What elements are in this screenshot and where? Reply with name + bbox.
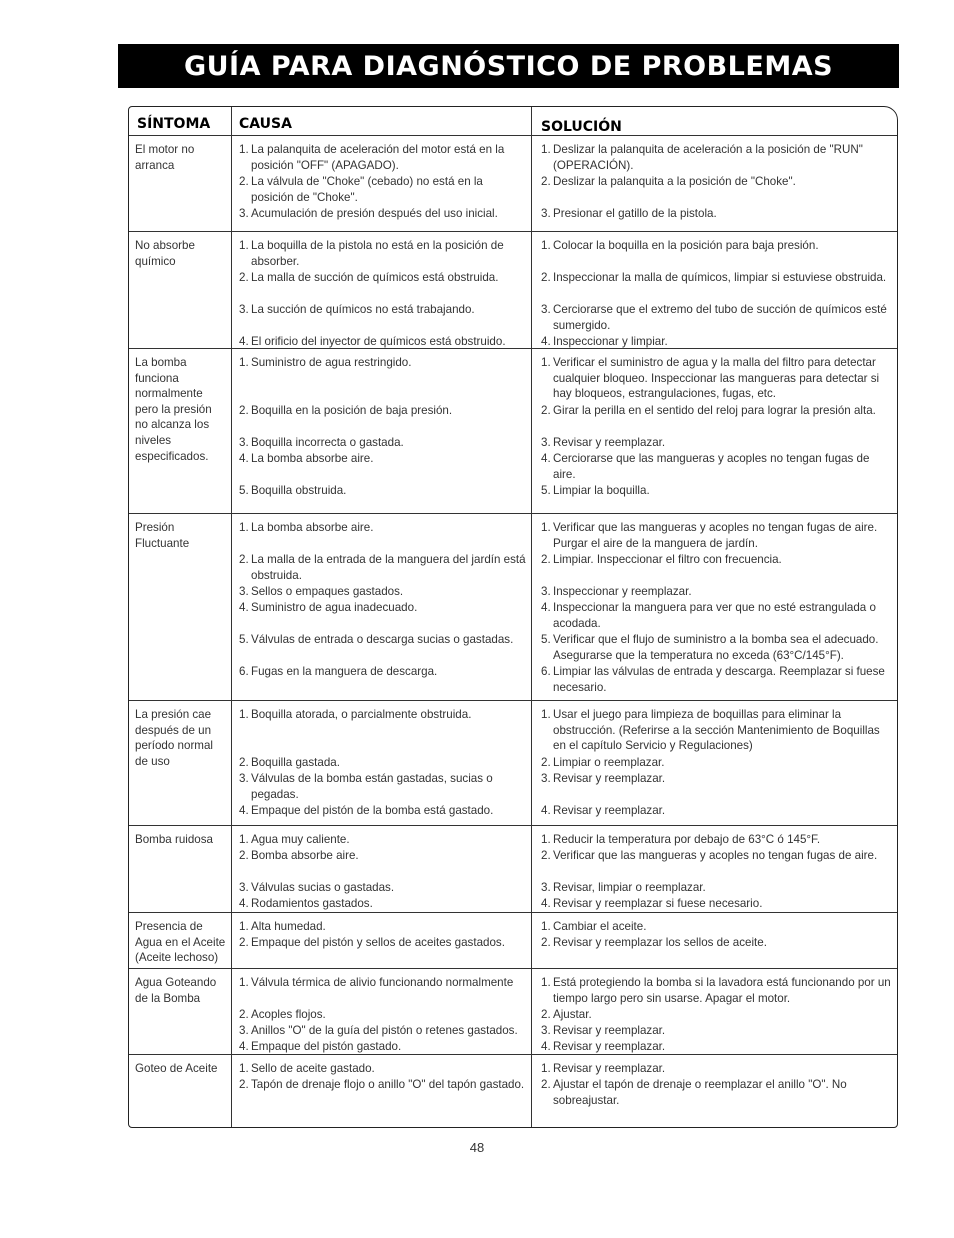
symptom-cell [135, 832, 227, 848]
solution-item [539, 355, 891, 402]
item-number: 1. [239, 239, 249, 252]
item-text: Revisar y reemplazar. [553, 1024, 666, 1037]
item-number: 1. [541, 920, 551, 933]
item-number: 1. [239, 833, 249, 846]
item-text: Empaque del pistón y sellos de aceites gastados. [251, 936, 505, 949]
item-text: Cambiar el aceite. [553, 920, 647, 933]
item-text: Usar el juego para limpieza de boquillas para eliminar la obstrucción. (Referirse a la sección Mantenimiento de Boquillas en el capítulo Servicio y Regulaciones) [553, 708, 880, 753]
table-row [129, 912, 897, 969]
cause-item [237, 584, 527, 600]
item-number: 2. [541, 404, 551, 417]
solution-item [539, 584, 891, 600]
item-text: Sello de aceite gastado. [251, 1062, 375, 1075]
symptom-text: La presión cae [135, 708, 212, 721]
item-text: Válvulas de entrada o descarga sucias o gastadas. [251, 633, 514, 646]
symptom-text: pero la presión [135, 402, 212, 416]
symptom-cell [135, 355, 227, 464]
symptom-text: Agua en el Aceite [135, 935, 226, 949]
item-number: 1. [239, 143, 249, 156]
solution-item [539, 1039, 891, 1055]
table-row [129, 700, 897, 826]
item-text: Limpiar o reemplazar. [553, 756, 665, 769]
item-text: Empaque del pistón de la bomba está gastado. [251, 804, 494, 817]
item-number: 2. [239, 404, 249, 417]
table-row [129, 231, 897, 349]
item-text: Alta humedad. [251, 920, 326, 933]
item-text: Sellos o empaques gastados. [251, 585, 404, 598]
item-number: 3. [239, 207, 249, 220]
item-number: 4. [239, 1040, 249, 1053]
item-number: 3. [541, 207, 551, 220]
item-text: La boquilla de la pistola no está en la posición de absorber. [251, 239, 504, 268]
solution-item [539, 483, 891, 499]
item-number: 5. [541, 633, 551, 646]
cause-item [237, 451, 527, 467]
cause-item [237, 832, 527, 848]
item-text: Inspeccionar y reemplazar. [553, 585, 692, 598]
item-number: 5. [541, 484, 551, 497]
item-number: 2. [541, 1078, 551, 1091]
item-text: Fugas en la manguera de descarga. [251, 665, 438, 678]
item-text: Empaque del pistón gastado. [251, 1040, 402, 1053]
page-title: GUÍA PARA DIAGNÓSTICO DE PROBLEMAS [118, 44, 899, 88]
cause-item [237, 771, 527, 802]
item-number: 1. [239, 708, 249, 721]
symptom-text: Presencia de [135, 920, 203, 933]
cause-item [237, 206, 527, 222]
cause-item [237, 919, 527, 935]
item-text: Está protegiendo la bomba si la lavadora está funcionando por un tiempo largo pero sin usarse. Apagar el motor. [553, 976, 891, 1005]
item-text: El orificio del inyector de químicos está obstruido. [251, 335, 506, 348]
item-number: 5. [239, 484, 249, 497]
item-text: Revisar y reemplazar. [553, 1040, 666, 1053]
item-number: 3. [541, 436, 551, 449]
solution-item [539, 935, 891, 951]
solution-item [539, 451, 891, 482]
item-text: Boquilla incorrecta o gastada. [251, 436, 404, 449]
solution-item [539, 919, 891, 935]
cause-item [237, 1039, 527, 1055]
item-text: Válvulas de la bomba están gastadas, sucias o pegadas. [251, 772, 493, 801]
item-text: Acoples flojos. [251, 1008, 326, 1021]
symptom-text: período normal [135, 739, 213, 753]
item-number: 4. [541, 452, 551, 465]
symptom-text: El motor no [135, 143, 195, 156]
item-number: 2. [541, 849, 551, 862]
item-text: Revisar y reemplazar si fuese necesario. [553, 897, 763, 910]
item-number: 1. [541, 521, 551, 534]
symptom-text: químico [135, 254, 176, 268]
solution-item [539, 848, 891, 864]
item-number: 4. [541, 804, 551, 817]
item-number: 1. [541, 708, 551, 721]
symptom-cell [135, 520, 227, 551]
cause-item [237, 896, 527, 912]
cause-item [237, 848, 527, 864]
item-text: Boquilla en la posición de baja presión. [251, 404, 453, 417]
item-number: 1. [541, 976, 551, 989]
page-number: 48 [469, 1140, 485, 1155]
item-text: Deslizar la palanquita de aceleración a la posición de "RUN" (OPERACIÓN). [553, 143, 863, 172]
item-text: Tapón de drenaje flojo o anillo "O" del tapón gastado. [251, 1078, 525, 1091]
cause-item [237, 803, 527, 819]
item-text: Reducir la temperatura por debajo de 63°C ó 145°F. [553, 833, 821, 846]
solution-item [539, 632, 891, 663]
cause-item [237, 174, 527, 205]
item-text: Presionar el gatillo de la pistola. [553, 207, 717, 220]
symptom-cell [135, 919, 227, 966]
item-text: Agua muy caliente. [251, 833, 350, 846]
item-number: 1. [541, 239, 551, 252]
item-text: La válvula de "Choke" (cebado) no está en la posición de "Choke". [251, 175, 483, 204]
item-text: Verificar que las mangueras y acoples no tengan fugas de aire. [553, 849, 878, 862]
item-number: 2. [239, 271, 249, 284]
item-number: 1. [239, 920, 249, 933]
cause-item [237, 632, 527, 648]
item-text: Boquilla gastada. [251, 756, 340, 769]
item-number: 1. [541, 356, 551, 369]
cause-item [237, 355, 527, 371]
table-row [129, 513, 897, 701]
symptom-text: Fluctuante [135, 536, 190, 550]
item-text: Revisar y reemplazar los sellos de aceite. [553, 936, 767, 949]
item-number: 3. [239, 772, 249, 785]
solution-item [539, 1023, 891, 1039]
item-number: 3. [239, 881, 249, 894]
cause-item [237, 552, 527, 583]
solution-item [539, 880, 891, 896]
item-number: 3. [541, 1024, 551, 1037]
symptom-text: normalmente [135, 387, 203, 401]
symptom-text: después de un [135, 723, 212, 737]
solution-item [539, 174, 891, 190]
symptom-text: Goteo de Aceite [135, 1062, 218, 1075]
solution-item [539, 1077, 891, 1108]
item-number: 2. [239, 553, 249, 566]
header-causa: CAUSA [239, 116, 292, 132]
item-number: 4. [541, 601, 551, 614]
item-number: 4. [239, 335, 249, 348]
item-number: 2. [239, 175, 249, 188]
item-text: La palanquita de aceleración del motor está en la posición "OFF" (APAGADO). [251, 143, 505, 172]
symptom-text: Presión [135, 521, 175, 534]
symptom-text: arranca [135, 158, 175, 172]
item-text: Ajustar. [553, 1008, 592, 1021]
item-number: 1. [239, 521, 249, 534]
item-number: 1. [541, 833, 551, 846]
symptom-text: funciona [135, 371, 179, 385]
cause-item [237, 1061, 527, 1077]
item-number: 5. [239, 633, 249, 646]
symptom-text: especificados. [135, 449, 209, 463]
item-text: Girar la perilla en el sentido del reloj para lograr la presión alta. [553, 404, 876, 417]
table-row [129, 968, 897, 1055]
table-row [129, 1054, 897, 1130]
solution-item [539, 552, 891, 568]
item-text: Cerciorarse que las mangueras y acoples no tengan fugas de aire. [553, 452, 870, 481]
item-text: Anillos "O" de la guía del pistón o retenes gastados. [251, 1024, 518, 1037]
solution-item [539, 771, 891, 787]
cause-item [237, 238, 527, 269]
item-text: Válvula térmica de alivio funcionando normalmente [251, 976, 514, 989]
item-number: 2. [239, 1008, 249, 1021]
cause-item [237, 975, 527, 991]
cause-item [237, 302, 527, 318]
item-text: Verificar que las mangueras y acoples no tengan fugas de aire. Purgar el aire de la manguera de jardín. [553, 521, 878, 550]
item-number: 3. [239, 1024, 249, 1037]
item-text: Inspeccionar la manguera para ver que no esté estrangulada o acodada. [553, 601, 876, 630]
item-text: Revisar y reemplazar. [553, 804, 666, 817]
solution-item [539, 975, 891, 1006]
item-number: 4. [239, 452, 249, 465]
cause-item [237, 755, 527, 771]
solution-item [539, 270, 891, 286]
solution-item [539, 206, 891, 222]
item-text: Inspeccionar y limpiar. [553, 335, 668, 348]
item-text: Limpiar. Inspeccionar el filtro con frecuencia. [553, 553, 782, 566]
item-text: Revisar y reemplazar. [553, 772, 666, 785]
cause-item [237, 142, 527, 173]
cause-item [237, 435, 527, 451]
item-text: Cerciorarse que el extremo del tubo de succión de químicos esté sumergido. [553, 303, 887, 332]
item-text: La succión de químicos no está trabajando. [251, 303, 475, 316]
item-text: Limpiar las válvulas de entrada y descarga. Reemplazar si fuese necesario. [553, 665, 885, 694]
symptom-text: (Aceite lechoso) [135, 951, 219, 965]
item-number: 4. [239, 897, 249, 910]
symptom-text: de uso [135, 754, 170, 768]
item-number: 4. [239, 601, 249, 614]
item-text: Limpiar la boquilla. [553, 484, 650, 497]
item-text: Revisar y reemplazar. [553, 1062, 666, 1075]
item-number: 2. [239, 1078, 249, 1091]
item-number: 4. [541, 897, 551, 910]
item-text: Inspeccionar la malla de químicos, limpiar si estuviese obstruida. [553, 271, 887, 284]
solution-item [539, 1061, 891, 1077]
item-text: Válvulas sucias o gastadas. [251, 881, 395, 894]
item-number: 3. [541, 303, 551, 316]
symptom-text: Agua Goteando [135, 976, 217, 989]
cause-item [237, 270, 527, 286]
item-number: 1. [239, 976, 249, 989]
cause-item [237, 1077, 527, 1093]
item-number: 3. [541, 772, 551, 785]
item-text: La bomba absorbe aire. [251, 452, 374, 465]
item-number: 2. [541, 936, 551, 949]
item-text: Ajustar el tapón de drenaje o reemplazar el anillo "O". No sobreajustar. [553, 1078, 847, 1107]
solution-item [539, 896, 891, 912]
solution-item [539, 707, 891, 754]
item-number: 4. [239, 804, 249, 817]
item-number: 2. [541, 553, 551, 566]
cause-item [237, 935, 527, 951]
symptom-text: de la Bomba [135, 991, 201, 1005]
item-text: Acumulación de presión después del uso inicial. [251, 207, 498, 220]
solution-item [539, 755, 891, 771]
symptom-text: Bomba ruidosa [135, 833, 213, 846]
solution-item [539, 435, 891, 451]
symptom-text: No absorbe [135, 239, 195, 252]
cause-item [237, 664, 527, 680]
solution-item [539, 302, 891, 333]
solution-item [539, 664, 891, 695]
cause-item [237, 880, 527, 896]
item-number: 2. [541, 1008, 551, 1021]
table-row [129, 135, 897, 232]
item-number: 3. [239, 436, 249, 449]
table-header [129, 107, 897, 135]
item-number: 4. [541, 335, 551, 348]
header-solucion: SOLUCIÓN [541, 119, 622, 135]
item-number: 2. [541, 756, 551, 769]
item-number: 2. [541, 175, 551, 188]
item-text: Deslizar la palanquita a la posición de "Choke". [553, 175, 796, 188]
solution-item [539, 520, 891, 551]
solution-item [539, 1007, 891, 1023]
cause-item [237, 1007, 527, 1023]
item-text: Verificar que el flujo de suministro a la bomba sea el adecuado. Asegurarse que la temperatura no exceda (63°C/145°F). [553, 633, 879, 662]
item-number: 1. [541, 1062, 551, 1075]
header-sintoma: SÍNTOMA [137, 116, 211, 132]
item-number: 6. [239, 665, 249, 678]
item-number: 1. [239, 356, 249, 369]
item-number: 1. [239, 1062, 249, 1075]
item-number: 6. [541, 665, 551, 678]
solution-item [539, 238, 891, 254]
item-text: Boquilla obstruida. [251, 484, 347, 497]
item-number: 2. [541, 271, 551, 284]
item-text: Revisar, limpiar o reemplazar. [553, 881, 706, 894]
symptom-text: no alcanza los [135, 418, 210, 432]
item-text: Revisar y reemplazar. [553, 436, 666, 449]
item-text: La malla de succión de químicos está obstruida. [251, 271, 499, 284]
symptom-cell [135, 975, 227, 1006]
cause-item [237, 483, 527, 499]
item-number: 3. [541, 881, 551, 894]
cause-item [237, 520, 527, 536]
item-number: 3. [239, 303, 249, 316]
troubleshooting-table [128, 106, 898, 1128]
symptom-cell [135, 238, 227, 269]
item-number: 4. [541, 1040, 551, 1053]
symptom-cell [135, 707, 227, 769]
table-row [129, 348, 897, 514]
cause-item [237, 600, 527, 616]
symptom-text: niveles [135, 433, 172, 447]
cause-item [237, 707, 527, 723]
solution-item [539, 403, 891, 419]
solution-item [539, 832, 891, 848]
item-number: 2. [239, 849, 249, 862]
item-text: Colocar la boquilla en la posición para baja presión. [553, 239, 819, 252]
item-number: 2. [239, 756, 249, 769]
item-text: Boquilla atorada, o parcialmente obstruida. [251, 708, 472, 721]
item-number: 3. [239, 585, 249, 598]
item-text: Suministro de agua inadecuado. [251, 601, 418, 614]
symptom-text: La bomba [135, 356, 187, 369]
symptom-cell [135, 142, 227, 173]
item-text: Rodamientos gastados. [251, 897, 373, 910]
item-number: 2. [239, 936, 249, 949]
item-text: Bomba absorbe aire. [251, 849, 359, 862]
table-row [129, 825, 897, 913]
item-text: Suministro de agua restringido. [251, 356, 412, 369]
cause-item [237, 403, 527, 419]
item-text: La malla de la entrada de la manguera del jardín está obstruida. [251, 553, 526, 582]
symptom-cell [135, 1061, 227, 1077]
solution-item [539, 142, 891, 173]
item-number: 3. [541, 585, 551, 598]
cause-item [237, 1023, 527, 1039]
item-number: 1. [541, 143, 551, 156]
solution-item [539, 803, 891, 819]
item-text: La bomba absorbe aire. [251, 521, 374, 534]
item-text: Verificar el suministro de agua y la malla del filtro para detectar cualquier bloqueo. Inspeccionar las mangueras para detectar si hay bloqueos, estrangulaciones, fugas, etc. [553, 356, 880, 401]
solution-item [539, 600, 891, 631]
